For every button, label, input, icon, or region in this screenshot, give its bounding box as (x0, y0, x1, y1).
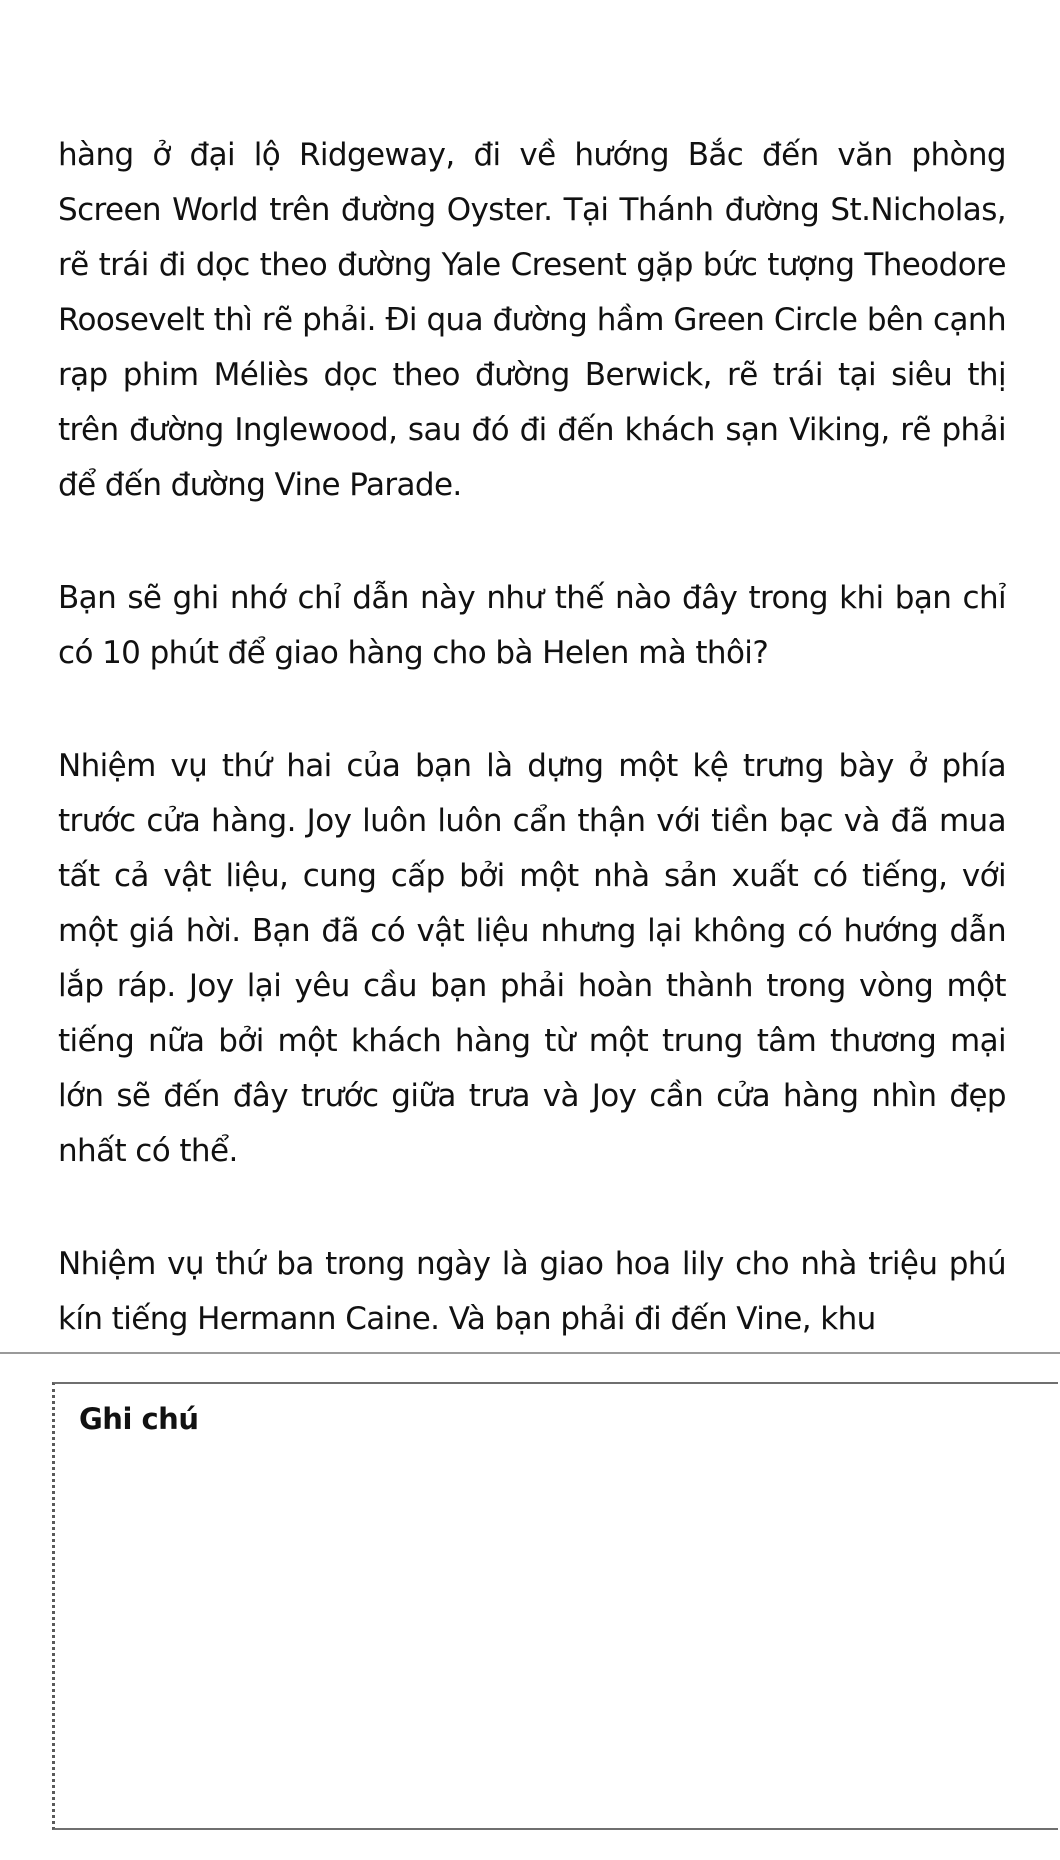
paragraph-third-task: Nhiệm vụ thứ ba trong ngày là giao hoa lily cho nhà triệu phú kín tiếng Hermann Caine. Và bạn phải đi đến Vine, khu (58, 1246, 1006, 1337)
notes-writing-area[interactable] (75, 1460, 1038, 1812)
notes-box (52, 1382, 1058, 1830)
paragraph-directions: hàng ở đại lộ Ridgeway, đi về hướng Bắc đến văn phòng Screen World trên đường Oyster. Tại Thánh đường St.Nicholas, rẽ trái đi dọc theo đường Yale Cresent gặp bức tượng Theodore Roosevelt thì rẽ phải. Đi qua đường hầm Green Circle bên cạnh rạp phim Méliès dọc theo đường Berwick, rẽ trái tại siêu thị trên đường Inglewood, sau đó đi đến khách sạn Viking, rẽ phải để đến đường Vine Parade. (58, 137, 1006, 503)
paragraph-question: Bạn sẽ ghi nhớ chỉ dẫn này như thế nào đây trong khi bạn chỉ có 10 phút để giao hàng cho bà Helen mà thôi? (58, 580, 1006, 671)
body-text (58, 128, 1006, 1405)
notes-title: Ghi chú (79, 1402, 199, 1436)
section-divider (0, 1352, 1060, 1354)
paragraph-second-task: Nhiệm vụ thứ hai của bạn là dựng một kệ trưng bày ở phía trước cửa hàng. Joy luôn luôn cẩn thận với tiền bạc và đã mua tất cả vật liệu, cung cấp bởi một nhà sản xuất có tiếng, với một giá hời. Bạn đã có vật liệu nhưng lại không có hướng dẫn lắp ráp. Joy lại yêu cầu bạn phải hoàn thành trong vòng một tiếng nữa bởi một khách hàng từ một trung tâm thương mại lớn sẽ đến đây trước giữa trưa và Joy cần cửa hàng nhìn đẹp nhất có thể. (58, 748, 1006, 1169)
